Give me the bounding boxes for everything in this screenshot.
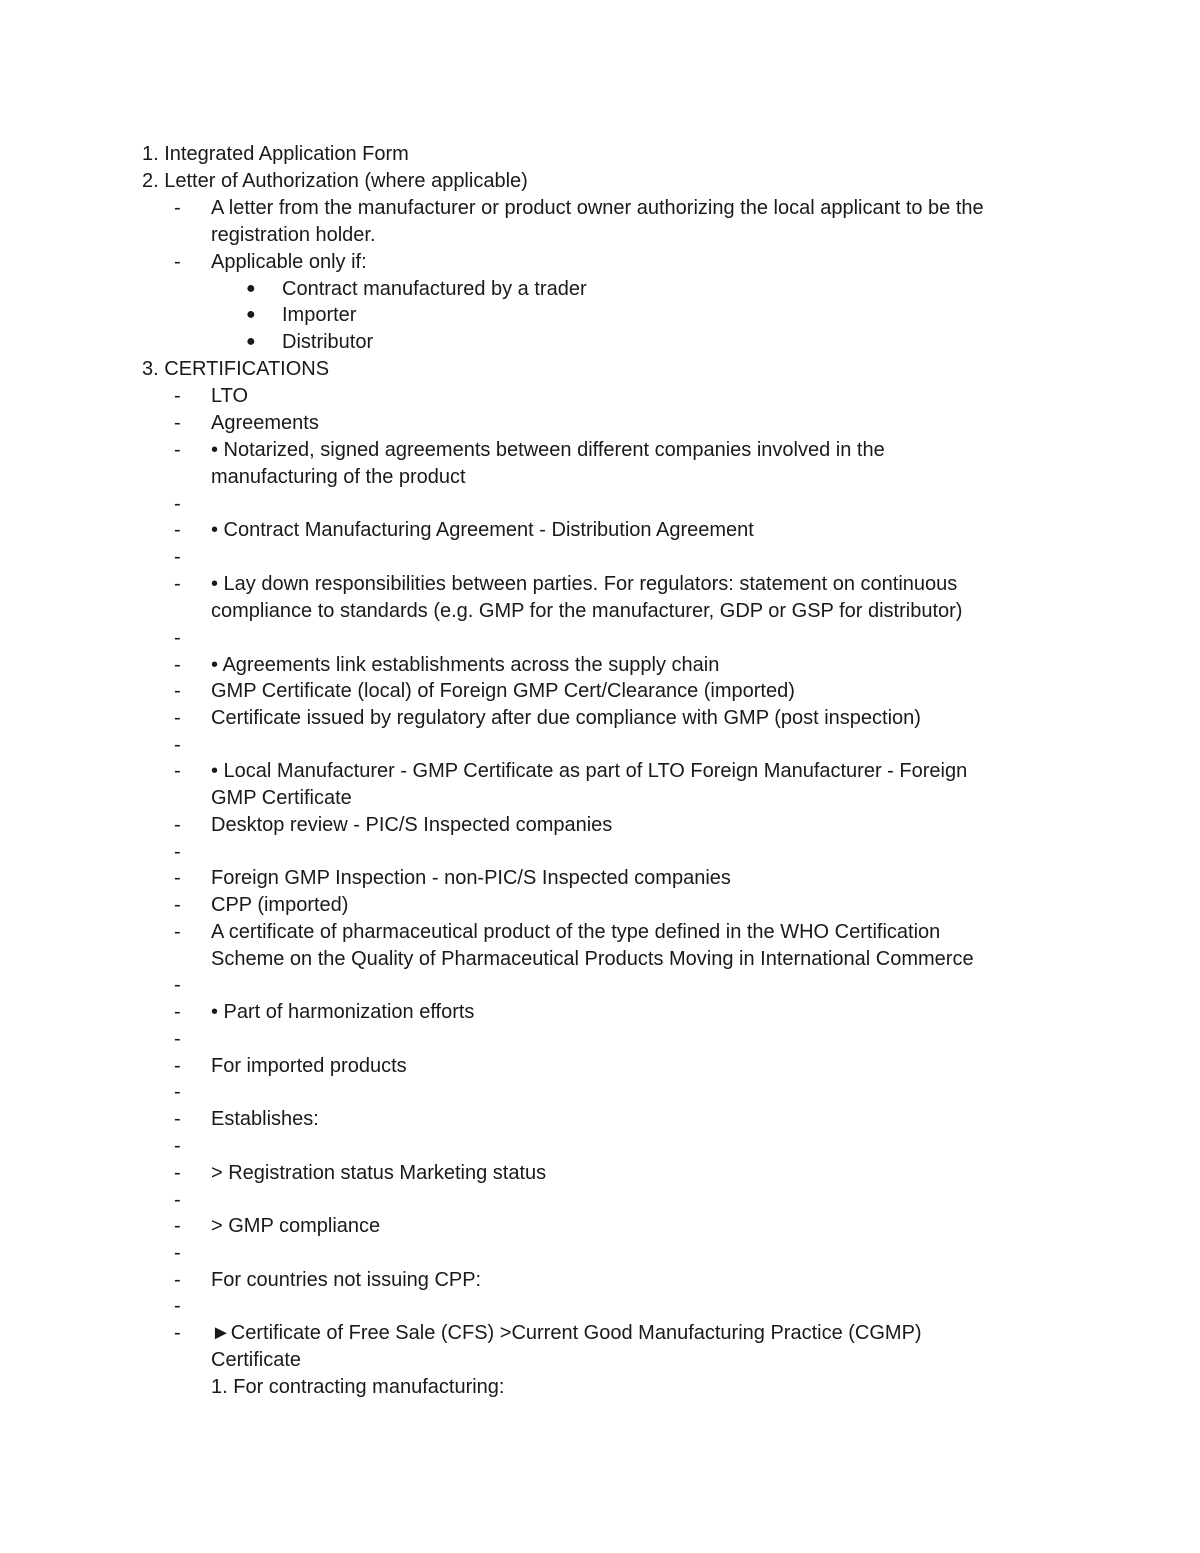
cert-not-issuing: For countries not issuing CPP: <box>211 1269 482 1291</box>
cert-agreements: Agreements <box>211 412 319 434</box>
dash-marker: - <box>174 385 181 407</box>
item-text: Letter of Authorization (where applicable) <box>164 170 528 192</box>
dash-marker: - <box>174 546 181 568</box>
dash-marker: - <box>174 251 181 273</box>
dash-marker: - <box>174 867 181 889</box>
dash-marker: - <box>174 707 181 729</box>
cert-cpp-desc-line2: Scheme on the Quality of Pharmaceutical Products Moving in International Commerce <box>211 948 974 970</box>
item-3 <box>142 356 329 382</box>
cert-notarized-line2: manufacturing of the product <box>211 466 466 488</box>
bullet-icon: ● <box>246 306 256 323</box>
bullet-icon: ● <box>246 333 256 350</box>
dash-marker: - <box>174 519 181 541</box>
cert-gmp-compliance: > GMP compliance <box>211 1215 381 1237</box>
dash-marker: - <box>174 1081 181 1103</box>
cert-registration: > Registration status Marketing status <box>211 1162 547 1184</box>
dash-marker: - <box>174 1028 181 1050</box>
loa-applicable: Applicable only if: <box>211 251 367 273</box>
dash-marker: - <box>174 1001 181 1023</box>
item-1 <box>142 141 409 167</box>
bullet-icon: ● <box>246 280 256 297</box>
loa-bullet-2: Importer <box>282 304 357 326</box>
dash-marker: - <box>174 921 181 943</box>
dash-marker: - <box>174 197 181 219</box>
dash-marker: - <box>174 1162 181 1184</box>
cert-notarized-line1: • Notarized, signed agreements between different companies involved in the <box>211 439 885 461</box>
dash-marker: - <box>174 573 181 595</box>
dash-marker: - <box>174 1215 181 1237</box>
item-text: Integrated Application Form <box>164 143 409 165</box>
cert-lto: LTO <box>211 385 249 407</box>
cert-cpp: CPP (imported) <box>211 894 349 916</box>
item-number: 3. <box>142 358 159 380</box>
dash-marker: - <box>174 1135 181 1157</box>
cert-local-mfr-line1: • Local Manufacturer - GMP Certificate as part of LTO Foreign Manufacturer - Foreign <box>211 760 968 782</box>
cert-cpp-desc-line1: A certificate of pharmaceutical product of the type defined in the WHO Certification <box>211 921 941 943</box>
dash-marker: - <box>174 894 181 916</box>
dash-marker: - <box>174 1295 181 1317</box>
item-2 <box>142 168 528 194</box>
dash-marker: - <box>174 493 181 515</box>
item-number: 2. <box>142 170 159 192</box>
cert-cfs-line1: ►Certificate of Free Sale (CFS) >Current Good Manufacturing Practice (CGMP) <box>211 1322 922 1344</box>
cert-desktop-review: Desktop review - PIC/S Inspected companies <box>211 814 613 836</box>
cert-local-mfr-line2: GMP Certificate <box>211 787 352 809</box>
dash-marker: - <box>174 1189 181 1211</box>
item-text: CERTIFICATIONS <box>164 358 330 380</box>
cert-foreign-gmp: Foreign GMP Inspection - non-PIC/S Inspected companies <box>211 867 731 889</box>
item-number: 1. <box>142 143 159 165</box>
cert-imported: For imported products <box>211 1055 407 1077</box>
loa-description-line2: registration holder. <box>211 224 376 246</box>
cert-lay-down-line1: • Lay down responsibilities between parties. For regulators: statement on continuous <box>211 573 958 595</box>
dash-marker: - <box>174 760 181 782</box>
cert-lay-down-line2: compliance to standards (e.g. GMP for the manufacturer, GDP or GSP for distributor) <box>211 600 963 622</box>
dash-marker: - <box>174 974 181 996</box>
loa-bullet-1: Contract manufactured by a trader <box>282 278 587 300</box>
dash-marker: - <box>174 1242 181 1264</box>
dash-marker: - <box>174 439 181 461</box>
cert-harmonization: • Part of harmonization efforts <box>211 1001 475 1023</box>
dash-marker: - <box>174 412 181 434</box>
cert-agreements-link: • Agreements link establishments across the supply chain <box>211 654 720 676</box>
cert-contracting: 1. For contracting manufacturing: <box>211 1376 505 1398</box>
dash-marker: - <box>174 734 181 756</box>
dash-marker: - <box>174 814 181 836</box>
loa-description-line1: A letter from the manufacturer or product owner authorizing the local applicant to be the <box>211 197 984 219</box>
dash-marker: - <box>174 680 181 702</box>
cert-contract: • Contract Manufacturing Agreement - Distribution Agreement <box>211 519 754 541</box>
dash-marker: - <box>174 627 181 649</box>
dash-marker: - <box>174 654 181 676</box>
dash-marker: - <box>174 1322 181 1344</box>
cert-establishes: Establishes: <box>211 1108 319 1130</box>
dash-marker: - <box>174 1055 181 1077</box>
dash-marker: - <box>174 841 181 863</box>
dash-marker: - <box>174 1108 181 1130</box>
cert-gmp: GMP Certificate (local) of Foreign GMP Cert/Clearance (imported) <box>211 680 795 702</box>
dash-marker: - <box>174 1269 181 1291</box>
loa-bullet-3: Distributor <box>282 331 374 353</box>
cert-cfs-line2: Certificate <box>211 1349 302 1371</box>
cert-issued: Certificate issued by regulatory after due compliance with GMP (post inspection) <box>211 707 921 729</box>
